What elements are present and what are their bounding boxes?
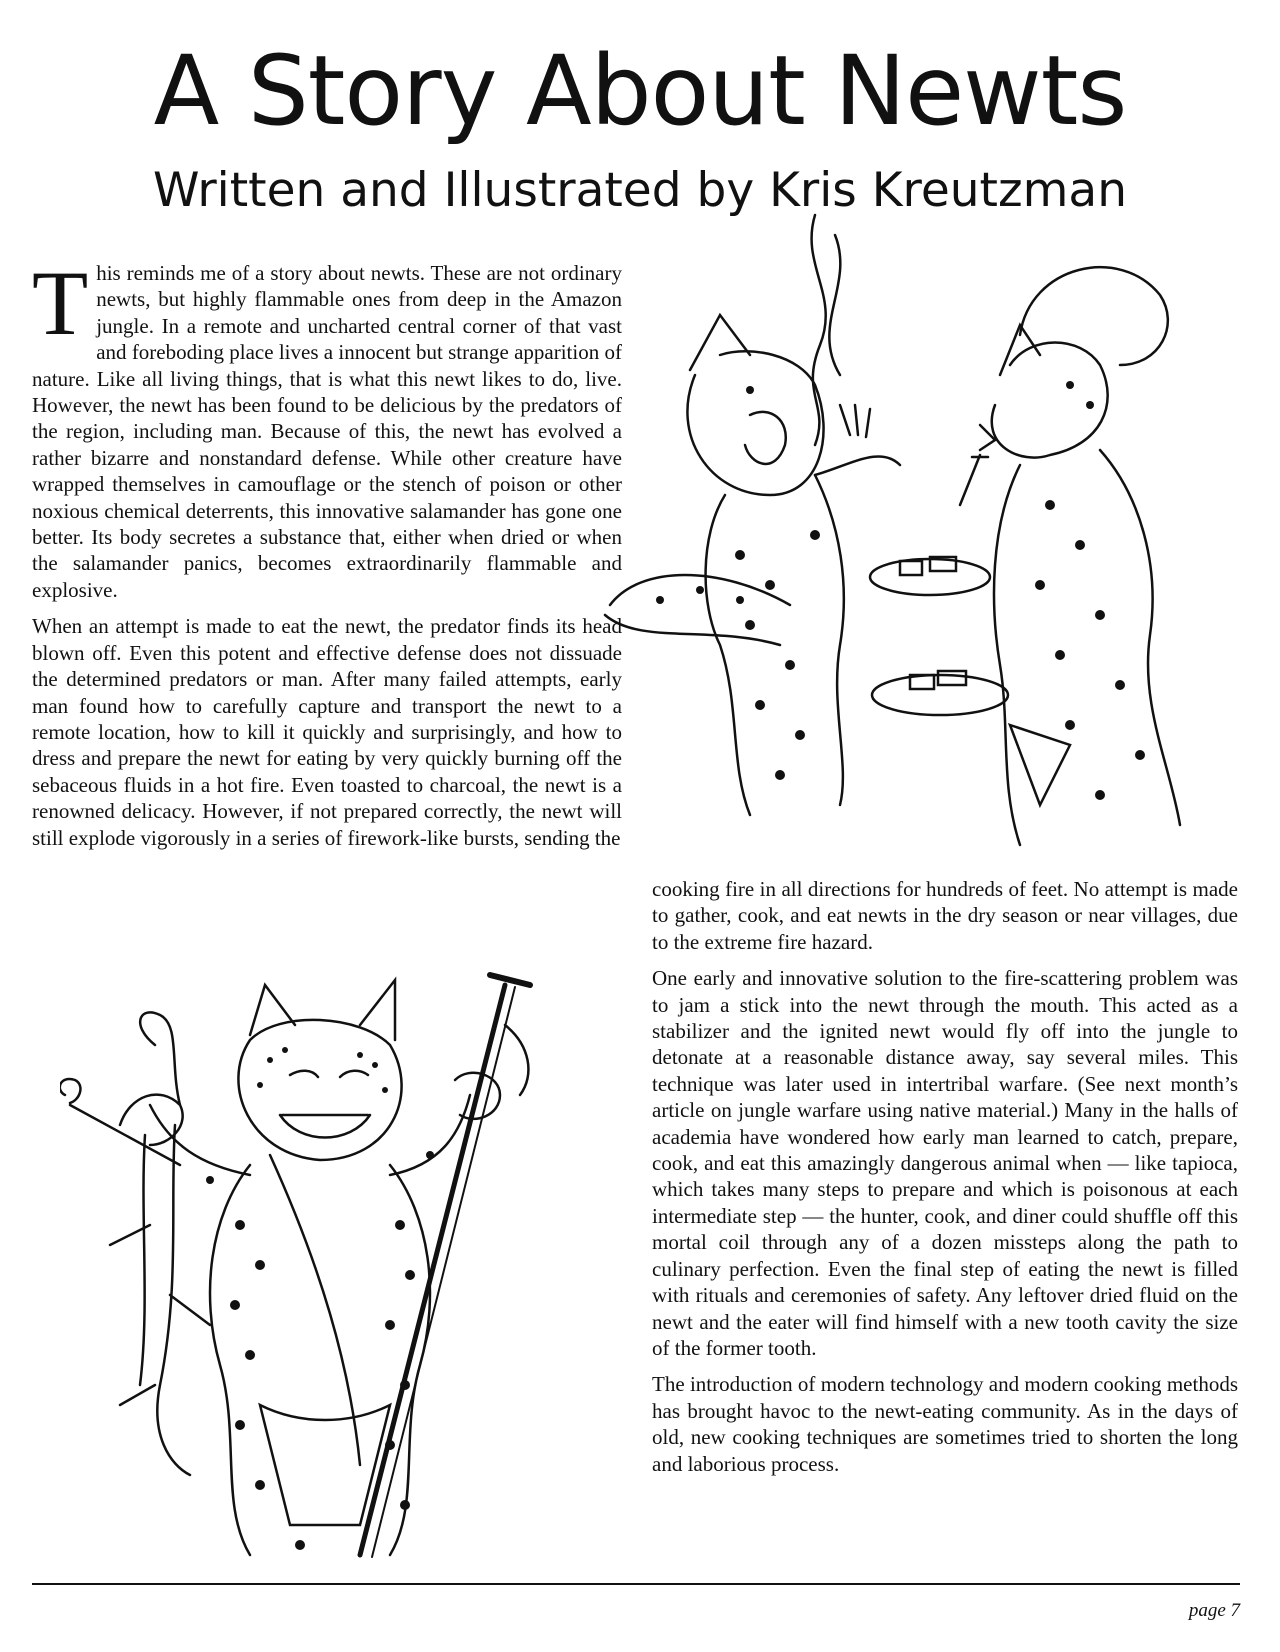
page-number: page 7 <box>1188 1600 1240 1621</box>
right-column <box>652 876 1238 1487</box>
paragraph-1-text: his reminds me of a story about newts. These are not ordinary newts, but highly flammable ones from deep in the Amazon jungle. In a remote and uncharted central corner of that vast and foreboding place lives a innocent but strange apparition of nature. Like all living things, that is what this newt likes to do, live. However, the newt has been found to be delicious by the predators of the region, including man. Because of this, the newt has evolved a rather bizarre and nonstandard defense. While other creature have wrapped themselves in camouflage or the stench of poison or other noxious chemical deterrents, this innovative salamander has gone one better. Its body secretes a substance that, either when dried or when the salamander panics, becomes extraordinarily flammable and explosive. <box>32 261 622 602</box>
illustration-cat-holding-newt <box>60 965 620 1565</box>
article-title: A Story About Newts <box>153 35 1127 147</box>
paragraph-4: The introduction of modern technology and modern cooking methods has brought havoc to the newt-eating community. As in the days of old, new cooking techniques are sometimes tried to shorten the long and laborious process. <box>652 1372 1238 1476</box>
illustration-cats-eating <box>600 205 1260 870</box>
paragraph-2-part-1: When an attempt is made to eat the newt, the predator finds its head blown off. Even this potent and effective defense does not dissuade the determined predators or man. After many failed attempts, early man found how to carefully capture and transport the newt to a remote location, how to kill it quickly and surprisingly, and how to dress and prepare the newt for eating by very quickly burning off the sebaceous fluids in a hot fire. Even toasted to charcoal, the newt is a renowned delicacy. However, if not prepared correctly, the newt will still explode vigorously in a series of firework-like bursts, sending the <box>32 614 622 850</box>
article-byline: Written and Illustrated by Kris Kreutzman <box>152 163 1128 218</box>
left-column <box>32 252 622 861</box>
footer-rule <box>32 1583 1240 1585</box>
paragraph-2-part-2: cooking fire in all directions for hundreds of feet. No attempt is made to gather, cook, and eat newts in the dry season or near villages, due to the extreme fire hazard. <box>652 877 1238 954</box>
drop-cap: T <box>32 252 89 354</box>
paragraph-1 <box>32 252 622 603</box>
paragraph-3: One early and innovative solution to the fire-scattering problem was to jam a stick into the newt through the mouth. This acted as a stabilizer and the ignited newt would fly off into the jungle to detonate at a reasonable distance away, say several miles. This technique was later used in intertribal warfare. (See next month’s article on jungle warfare using native material.) Many in the halls of academia have wondered how early man learned to catch, prepare, cook, and eat this amazingly dangerous animal when — like tapioca, which takes many steps to prepare and which is poisonous at each intermediate step — the hunter, cook, and diner could shuffle off this mortal coil through any of a dozen missteps along the path to culinary perfection. Even the final step of eating the newt is filled with rituals and ceremonies of safety. Any leftover dried fluid on the newt and the eater will find himself with a new tooth cavity the size of the former tooth. <box>652 966 1238 1360</box>
